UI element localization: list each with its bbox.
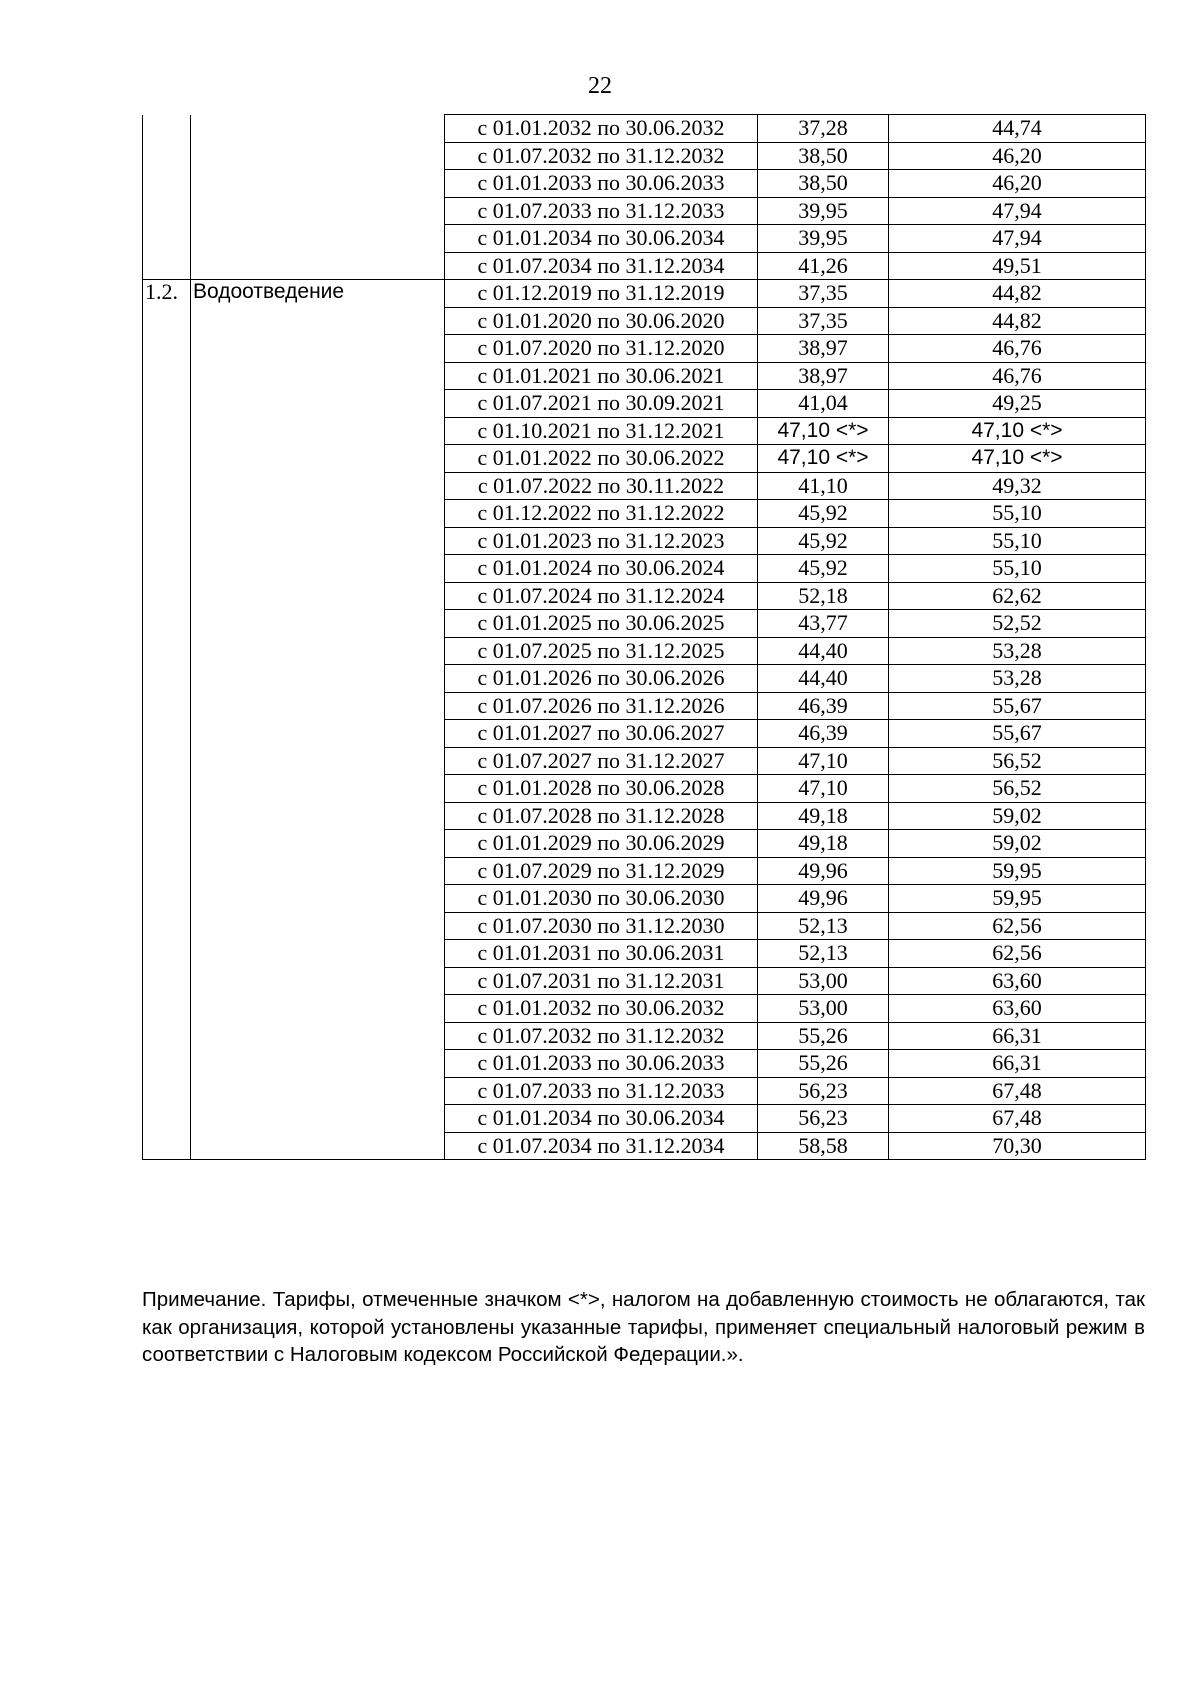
tariff-cell-2: 46,76	[889, 335, 1146, 363]
period-cell: с 01.07.2027 по 31.12.2027	[445, 747, 758, 775]
tariff-cell-2: 46,20	[889, 170, 1146, 198]
tariff-cell-2: 55,10	[889, 500, 1146, 528]
tariff-cell-1: 52,13	[758, 912, 889, 940]
tariff-cell-2: 44,82	[889, 280, 1146, 308]
tariff-cell-1: 53,00	[758, 967, 889, 995]
tariff-cell-2: 44,82	[889, 307, 1146, 335]
period-cell: с 01.01.2027 по 30.06.2027	[445, 720, 758, 748]
tariff-cell-1: 56,23	[758, 1077, 889, 1105]
period-cell: с 01.01.2021 по 30.06.2021	[445, 362, 758, 390]
period-cell: с 01.07.2025 по 31.12.2025	[445, 637, 758, 665]
period-cell: с 01.01.2029 по 30.06.2029	[445, 830, 758, 858]
tariff-cell-1: 47,10 <*>	[758, 445, 889, 473]
period-cell: с 01.01.2034 по 30.06.2034	[445, 225, 758, 253]
period-cell: с 01.01.2028 по 30.06.2028	[445, 775, 758, 803]
tariff-cell-2: 59,02	[889, 802, 1146, 830]
tariff-cell-2: 62,62	[889, 582, 1146, 610]
tariff-cell-1: 45,92	[758, 527, 889, 555]
tariff-table-body	[143, 115, 1146, 1160]
tariff-cell-1: 55,26	[758, 1022, 889, 1050]
tariff-cell-2: 53,28	[889, 637, 1146, 665]
table-row	[143, 280, 1146, 308]
tariff-cell-1: 41,26	[758, 252, 889, 280]
tariff-cell-2: 52,52	[889, 610, 1146, 638]
tariff-cell-2: 59,95	[889, 857, 1146, 885]
tariff-cell-1: 37,28	[758, 115, 889, 143]
period-cell: с 01.07.2034 по 31.12.2034	[445, 252, 758, 280]
period-cell: с 01.07.2032 по 31.12.2032	[445, 142, 758, 170]
tariff-cell-1: 38,50	[758, 142, 889, 170]
footnote: Примечание. Тарифы, отмеченные значком <*>, налогом на добавленную стоимость не облагаются, так как организация, которой установлены указанные тарифы, применяет специальный налоговый режим в соответствии с Налоговым кодексом Российской Федерации.».	[142, 1288, 1145, 1366]
tariff-cell-1: 38,97	[758, 335, 889, 363]
tariff-cell-2: 62,56	[889, 912, 1146, 940]
period-cell: с 01.01.2032 по 30.06.2032	[445, 115, 758, 143]
period-cell: с 01.07.2020 по 31.12.2020	[445, 335, 758, 363]
blank-service-cell	[191, 115, 445, 280]
tariff-cell-2: 63,60	[889, 967, 1146, 995]
tariff-cell-1: 55,26	[758, 1050, 889, 1078]
tariff-cell-1: 39,95	[758, 225, 889, 253]
period-cell: с 01.01.2033 по 30.06.2033	[445, 170, 758, 198]
tariff-cell-2: 67,48	[889, 1077, 1146, 1105]
period-cell: с 01.01.2030 по 30.06.2030	[445, 885, 758, 913]
tariff-cell-2: 47,10 <*>	[889, 417, 1146, 445]
tariff-cell-1: 52,13	[758, 940, 889, 968]
period-cell: с 01.01.2031 по 30.06.2031	[445, 940, 758, 968]
tariff-cell-2: 49,25	[889, 390, 1146, 418]
tariff-cell-1: 58,58	[758, 1132, 889, 1160]
tariff-cell-2: 47,94	[889, 197, 1146, 225]
period-cell: с 01.01.2023 по 31.12.2023	[445, 527, 758, 555]
period-cell: с 01.01.2032 по 30.06.2032	[445, 995, 758, 1023]
tariff-cell-1: 49,96	[758, 857, 889, 885]
period-cell: с 01.07.2021 по 30.09.2021	[445, 390, 758, 418]
tariff-cell-1: 41,04	[758, 390, 889, 418]
section-number: 1.2.	[143, 280, 191, 1160]
period-cell: с 01.07.2026 по 31.12.2026	[445, 692, 758, 720]
tariff-cell-2: 46,76	[889, 362, 1146, 390]
tariff-cell-2: 66,31	[889, 1050, 1146, 1078]
tariff-cell-2: 70,30	[889, 1132, 1146, 1160]
period-cell: с 01.01.2020 по 30.06.2020	[445, 307, 758, 335]
period-cell: с 01.07.2032 по 31.12.2032	[445, 1022, 758, 1050]
section-name: Водоотведение	[191, 280, 445, 1160]
tariff-cell-2: 56,52	[889, 747, 1146, 775]
tariff-cell-2: 62,56	[889, 940, 1146, 968]
tariff-cell-2: 55,10	[889, 555, 1146, 583]
tariff-cell-2: 66,31	[889, 1022, 1146, 1050]
period-cell: с 01.07.2029 по 31.12.2029	[445, 857, 758, 885]
tariff-cell-2: 44,74	[889, 115, 1146, 143]
period-cell: с 01.01.2025 по 30.06.2025	[445, 610, 758, 638]
period-cell: с 01.07.2034 по 31.12.2034	[445, 1132, 758, 1160]
tariff-cell-1: 43,77	[758, 610, 889, 638]
tariff-cell-1: 37,35	[758, 307, 889, 335]
tariff-cell-1: 49,18	[758, 802, 889, 830]
tariff-cell-2: 55,10	[889, 527, 1146, 555]
tariff-cell-2: 49,51	[889, 252, 1146, 280]
blank-number-cell	[143, 115, 191, 280]
period-cell: с 01.12.2022 по 31.12.2022	[445, 500, 758, 528]
tariff-cell-2: 49,32	[889, 472, 1146, 500]
tariff-cell-2: 55,67	[889, 720, 1146, 748]
tariff-cell-1: 41,10	[758, 472, 889, 500]
tariff-cell-1: 45,92	[758, 555, 889, 583]
tariff-cell-1: 49,96	[758, 885, 889, 913]
period-cell: с 01.07.2031 по 31.12.2031	[445, 967, 758, 995]
period-cell: с 01.01.2024 по 30.06.2024	[445, 555, 758, 583]
tariff-cell-1: 53,00	[758, 995, 889, 1023]
period-cell: с 01.01.2034 по 30.06.2034	[445, 1105, 758, 1133]
tariff-cell-2: 56,52	[889, 775, 1146, 803]
tariff-cell-2: 47,10 <*>	[889, 445, 1146, 473]
period-cell: с 01.07.2022 по 30.11.2022	[445, 472, 758, 500]
tariff-cell-1: 47,10 <*>	[758, 417, 889, 445]
period-cell: с 01.10.2021 по 31.12.2021	[445, 417, 758, 445]
tariff-cell-1: 45,92	[758, 500, 889, 528]
tariff-cell-2: 67,48	[889, 1105, 1146, 1133]
tariff-cell-1: 37,35	[758, 280, 889, 308]
period-cell: с 01.01.2026 по 30.06.2026	[445, 665, 758, 693]
tariff-cell-2: 47,94	[889, 225, 1146, 253]
period-cell: с 01.07.2024 по 31.12.2024	[445, 582, 758, 610]
tariff-cell-1: 44,40	[758, 665, 889, 693]
tariff-table	[142, 114, 1146, 1160]
page-number: 22	[588, 73, 612, 99]
tariff-cell-2: 55,67	[889, 692, 1146, 720]
tariff-cell-2: 46,20	[889, 142, 1146, 170]
period-cell: с 01.07.2033 по 31.12.2033	[445, 1077, 758, 1105]
period-cell: с 01.12.2019 по 31.12.2019	[445, 280, 758, 308]
tariff-cell-1: 47,10	[758, 747, 889, 775]
tariff-cell-1: 44,40	[758, 637, 889, 665]
tariff-cell-2: 59,95	[889, 885, 1146, 913]
tariff-cell-2: 53,28	[889, 665, 1146, 693]
tariff-cell-2: 63,60	[889, 995, 1146, 1023]
period-cell: с 01.01.2022 по 30.06.2022	[445, 445, 758, 473]
tariff-cell-1: 52,18	[758, 582, 889, 610]
tariff-cell-1: 38,50	[758, 170, 889, 198]
period-cell: с 01.07.2033 по 31.12.2033	[445, 197, 758, 225]
period-cell: с 01.01.2033 по 30.06.2033	[445, 1050, 758, 1078]
period-cell: с 01.07.2030 по 31.12.2030	[445, 912, 758, 940]
tariff-cell-1: 46,39	[758, 720, 889, 748]
tariff-cell-1: 49,18	[758, 830, 889, 858]
tariff-cell-2: 59,02	[889, 830, 1146, 858]
tariff-cell-1: 46,39	[758, 692, 889, 720]
tariff-cell-1: 38,97	[758, 362, 889, 390]
table-row	[143, 115, 1146, 143]
period-cell: с 01.07.2028 по 31.12.2028	[445, 802, 758, 830]
tariff-cell-1: 56,23	[758, 1105, 889, 1133]
tariff-cell-1: 47,10	[758, 775, 889, 803]
tariff-cell-1: 39,95	[758, 197, 889, 225]
